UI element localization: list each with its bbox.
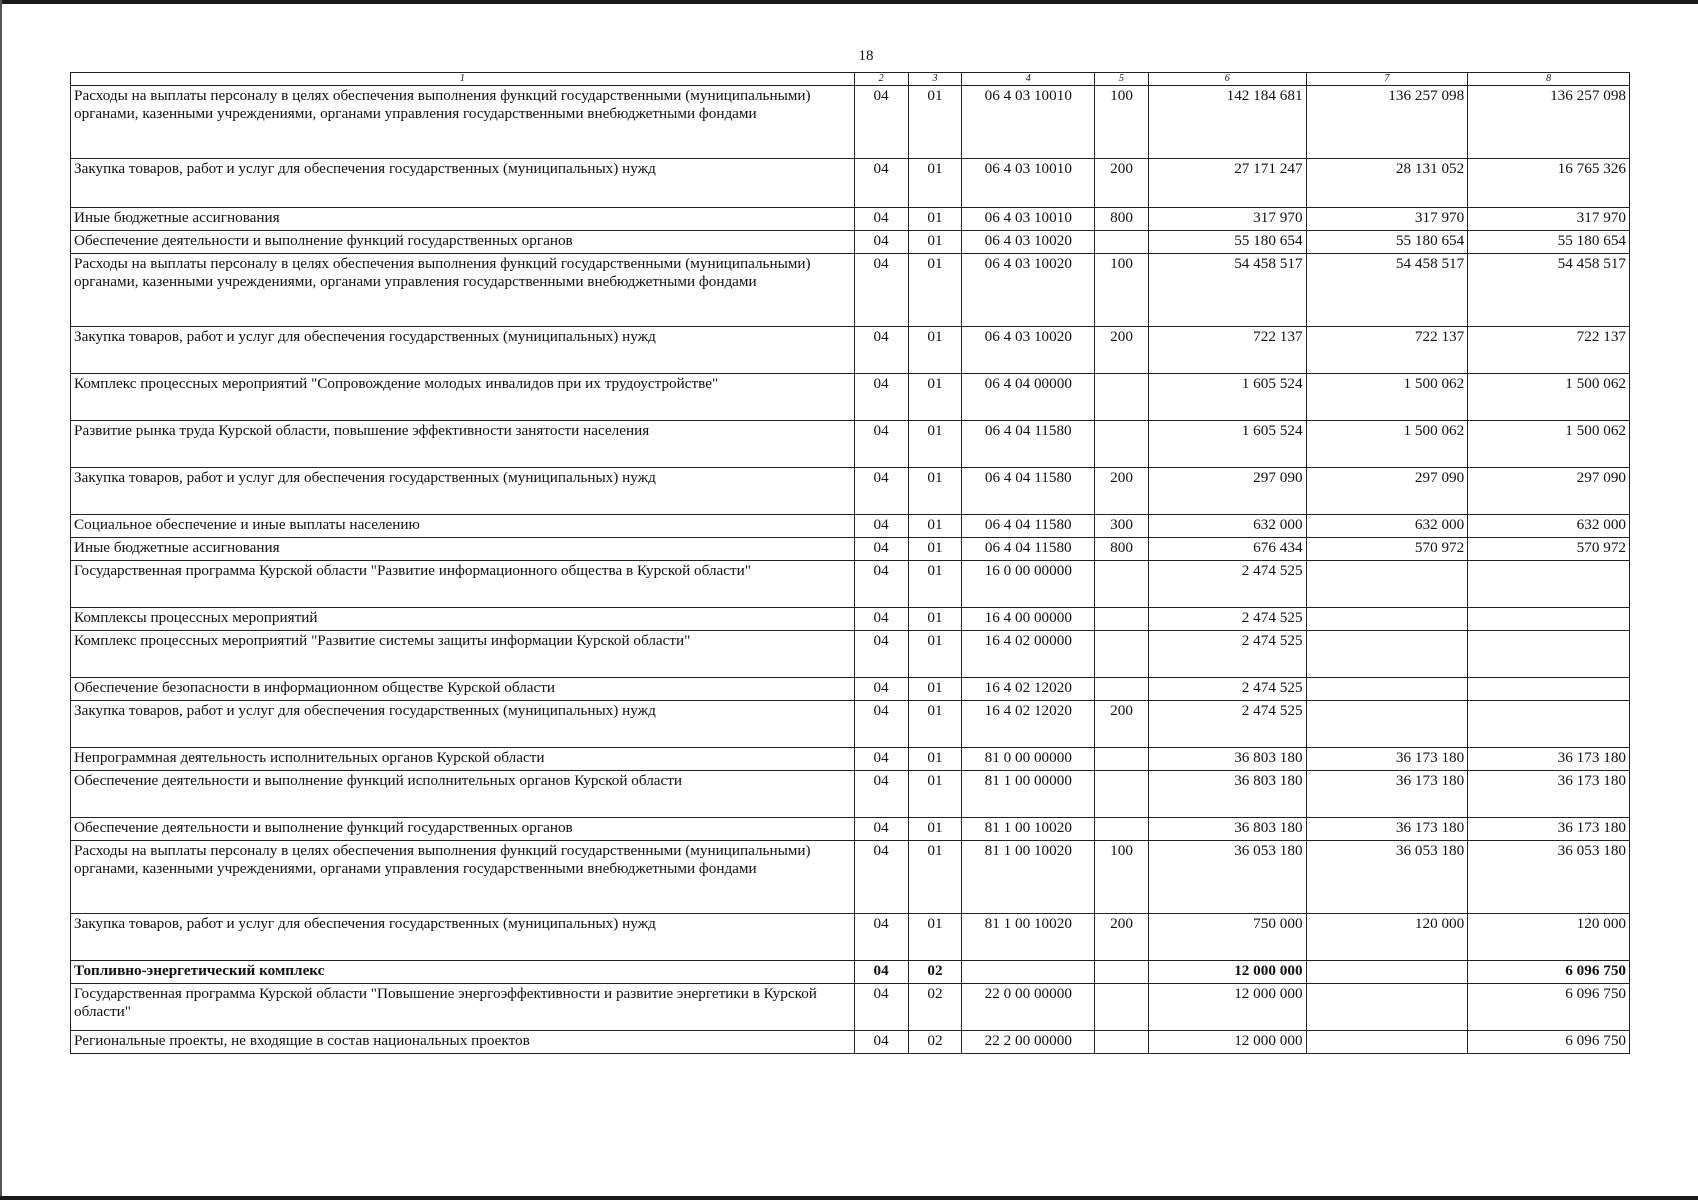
cell-subsection: 01 [908, 254, 962, 327]
cell-name: Закупка товаров, работ и услуг для обеспечения государственных (муниципальных) нужд [71, 327, 855, 374]
cell-section: 04 [854, 841, 908, 914]
cell-amount-year-2 [1306, 701, 1468, 748]
cell-amount-year-1: 317 970 [1148, 208, 1306, 231]
cell-subsection: 01 [908, 841, 962, 914]
cell-target-article: 22 0 00 00000 [962, 984, 1095, 1031]
cell-section: 04 [854, 748, 908, 771]
cell-subsection: 01 [908, 208, 962, 231]
cell-amount-year-2: 55 180 654 [1306, 231, 1468, 254]
cell-section: 04 [854, 961, 908, 984]
cell-expense-type [1095, 748, 1149, 771]
cell-amount-year-3 [1468, 608, 1630, 631]
cell-amount-year-1: 2 474 525 [1148, 608, 1306, 631]
budget-table [70, 72, 1630, 1054]
cell-amount-year-2: 36 173 180 [1306, 748, 1468, 771]
cell-section: 04 [854, 86, 908, 159]
cell-target-article: 81 1 00 00000 [962, 771, 1095, 818]
cell-amount-year-1: 54 458 517 [1148, 254, 1306, 327]
cell-amount-year-1: 12 000 000 [1148, 961, 1306, 984]
cell-target-article: 16 4 02 00000 [962, 631, 1095, 678]
cell-amount-year-3: 16 765 326 [1468, 159, 1630, 208]
table-row [71, 159, 1630, 208]
table-row [71, 748, 1630, 771]
cell-subsection: 02 [908, 1031, 962, 1054]
cell-subsection: 01 [908, 86, 962, 159]
cell-amount-year-2: 136 257 098 [1306, 86, 1468, 159]
cell-amount-year-1: 36 803 180 [1148, 771, 1306, 818]
cell-amount-year-2 [1306, 984, 1468, 1031]
cell-expense-type [1095, 231, 1149, 254]
cell-subsection: 01 [908, 608, 962, 631]
cell-amount-year-3: 1 500 062 [1468, 421, 1630, 468]
cell-target-article: 06 4 04 11580 [962, 538, 1095, 561]
cell-amount-year-2: 570 972 [1306, 538, 1468, 561]
cell-amount-year-3: 36 173 180 [1468, 748, 1630, 771]
cell-amount-year-3: 722 137 [1468, 327, 1630, 374]
cell-amount-year-2: 54 458 517 [1306, 254, 1468, 327]
cell-section: 04 [854, 515, 908, 538]
header-col-2: 2 [854, 73, 908, 86]
cell-amount-year-3: 297 090 [1468, 468, 1630, 515]
cell-expense-type [1095, 818, 1149, 841]
cell-target-article: 06 4 04 11580 [962, 515, 1095, 538]
cell-name: Региональные проекты, не входящие в состав национальных проектов [71, 1031, 855, 1054]
cell-amount-year-1: 2 474 525 [1148, 678, 1306, 701]
cell-subsection: 01 [908, 748, 962, 771]
cell-amount-year-2: 120 000 [1306, 914, 1468, 961]
cell-target-article: 16 4 00 00000 [962, 608, 1095, 631]
table-row [71, 771, 1630, 818]
cell-name: Обеспечение деятельности и выполнение функций исполнительных органов Курской области [71, 771, 855, 818]
scan-border-left [0, 0, 2, 1200]
table-row [71, 961, 1630, 984]
cell-amount-year-1: 750 000 [1148, 914, 1306, 961]
cell-expense-type: 800 [1095, 208, 1149, 231]
cell-expense-type: 100 [1095, 254, 1149, 327]
cell-expense-type: 200 [1095, 159, 1149, 208]
header-col-5: 5 [1095, 73, 1149, 86]
cell-amount-year-1: 2 474 525 [1148, 631, 1306, 678]
cell-amount-year-3 [1468, 631, 1630, 678]
cell-section: 04 [854, 561, 908, 608]
cell-name: Комплекс процессных мероприятий "Сопровождение молодых инвалидов при их трудоустройстве" [71, 374, 855, 421]
cell-target-article: 06 4 04 11580 [962, 421, 1095, 468]
table-row [71, 231, 1630, 254]
cell-amount-year-2: 36 173 180 [1306, 818, 1468, 841]
cell-expense-type [1095, 961, 1149, 984]
cell-amount-year-2: 317 970 [1306, 208, 1468, 231]
cell-amount-year-2: 36 053 180 [1306, 841, 1468, 914]
cell-amount-year-2: 297 090 [1306, 468, 1468, 515]
cell-amount-year-3: 1 500 062 [1468, 374, 1630, 421]
cell-amount-year-2 [1306, 608, 1468, 631]
cell-amount-year-2 [1306, 678, 1468, 701]
cell-target-article: 22 2 00 00000 [962, 1031, 1095, 1054]
cell-section: 04 [854, 538, 908, 561]
cell-name: Государственная программа Курской области "Повышение энергоэффективности и развитие энергетики в Курской области" [71, 984, 855, 1031]
cell-section: 04 [854, 608, 908, 631]
cell-subsection: 01 [908, 771, 962, 818]
cell-amount-year-1: 722 137 [1148, 327, 1306, 374]
cell-expense-type [1095, 421, 1149, 468]
cell-amount-year-3: 6 096 750 [1468, 1031, 1630, 1054]
cell-name: Иные бюджетные ассигнования [71, 208, 855, 231]
cell-name: Обеспечение деятельности и выполнение функций государственных органов [71, 231, 855, 254]
cell-name: Закупка товаров, работ и услуг для обеспечения государственных (муниципальных) нужд [71, 701, 855, 748]
cell-amount-year-1: 36 803 180 [1148, 818, 1306, 841]
cell-name: Закупка товаров, работ и услуг для обеспечения государственных (муниципальных) нужд [71, 159, 855, 208]
cell-amount-year-3: 6 096 750 [1468, 961, 1630, 984]
cell-amount-year-1: 142 184 681 [1148, 86, 1306, 159]
cell-expense-type [1095, 678, 1149, 701]
cell-subsection: 01 [908, 678, 962, 701]
cell-expense-type [1095, 1031, 1149, 1054]
header-col-6: 6 [1148, 73, 1306, 86]
cell-amount-year-3: 120 000 [1468, 914, 1630, 961]
header-col-1: 1 [71, 73, 855, 86]
cell-target-article: 06 4 03 10010 [962, 159, 1095, 208]
cell-target-article: 81 1 00 10020 [962, 818, 1095, 841]
table-row [71, 1031, 1630, 1054]
cell-target-article: 81 1 00 10020 [962, 841, 1095, 914]
cell-subsection: 01 [908, 327, 962, 374]
cell-subsection: 01 [908, 159, 962, 208]
cell-amount-year-3: 632 000 [1468, 515, 1630, 538]
cell-target-article: 81 0 00 00000 [962, 748, 1095, 771]
cell-amount-year-1: 1 605 524 [1148, 421, 1306, 468]
cell-subsection: 01 [908, 231, 962, 254]
cell-amount-year-2: 632 000 [1306, 515, 1468, 538]
table-row [71, 327, 1630, 374]
cell-amount-year-1: 632 000 [1148, 515, 1306, 538]
cell-section: 04 [854, 771, 908, 818]
table-row [71, 561, 1630, 608]
table-row [71, 631, 1630, 678]
cell-target-article: 06 4 03 10020 [962, 254, 1095, 327]
cell-amount-year-1: 297 090 [1148, 468, 1306, 515]
cell-amount-year-2: 28 131 052 [1306, 159, 1468, 208]
cell-expense-type: 300 [1095, 515, 1149, 538]
cell-name: Расходы на выплаты персоналу в целях обеспечения выполнения функций государственными (муниципальными) органами, казенными учреждениями, органами управления государственными внебюджетными фондами [71, 254, 855, 327]
cell-section: 04 [854, 984, 908, 1031]
header-col-3: 3 [908, 73, 962, 86]
cell-expense-type [1095, 608, 1149, 631]
cell-target-article: 06 4 04 11580 [962, 468, 1095, 515]
table-row [71, 254, 1630, 327]
table-row [71, 608, 1630, 631]
cell-section: 04 [854, 421, 908, 468]
cell-target-article [962, 961, 1095, 984]
header-row [71, 73, 1630, 86]
cell-subsection: 01 [908, 515, 962, 538]
table-row [71, 515, 1630, 538]
table-row [71, 208, 1630, 231]
cell-name: Комплексы процессных мероприятий [71, 608, 855, 631]
table-row [71, 421, 1630, 468]
cell-amount-year-1: 55 180 654 [1148, 231, 1306, 254]
cell-amount-year-1: 2 474 525 [1148, 701, 1306, 748]
cell-name: Обеспечение безопасности в информационном обществе Курской области [71, 678, 855, 701]
cell-amount-year-3: 6 096 750 [1468, 984, 1630, 1031]
cell-subsection: 01 [908, 421, 962, 468]
cell-amount-year-2: 722 137 [1306, 327, 1468, 374]
cell-target-article: 16 4 02 12020 [962, 701, 1095, 748]
cell-amount-year-1: 2 474 525 [1148, 561, 1306, 608]
cell-subsection: 01 [908, 701, 962, 748]
cell-amount-year-2: 1 500 062 [1306, 374, 1468, 421]
cell-section: 04 [854, 678, 908, 701]
cell-expense-type [1095, 771, 1149, 818]
cell-amount-year-1: 12 000 000 [1148, 984, 1306, 1031]
cell-subsection: 01 [908, 561, 962, 608]
table-row [71, 678, 1630, 701]
cell-expense-type [1095, 561, 1149, 608]
cell-amount-year-3: 136 257 098 [1468, 86, 1630, 159]
page-number: 18 [858, 48, 874, 64]
table-row [71, 914, 1630, 961]
cell-section: 04 [854, 1031, 908, 1054]
cell-expense-type: 200 [1095, 701, 1149, 748]
cell-name: Развитие рынка труда Курской области, повышение эффективности занятости населения [71, 421, 855, 468]
cell-section: 04 [854, 818, 908, 841]
table-row [71, 841, 1630, 914]
cell-amount-year-2: 36 173 180 [1306, 771, 1468, 818]
cell-name: Топливно-энергетический комплекс [71, 961, 855, 984]
cell-subsection: 02 [908, 961, 962, 984]
table-body [71, 86, 1630, 1054]
header-col-4: 4 [962, 73, 1095, 86]
cell-amount-year-1: 676 434 [1148, 538, 1306, 561]
cell-subsection: 01 [908, 468, 962, 515]
cell-name: Непрограммная деятельность исполнительных органов Курской области [71, 748, 855, 771]
cell-expense-type: 200 [1095, 327, 1149, 374]
cell-name: Расходы на выплаты персоналу в целях обеспечения выполнения функций государственными (муниципальными) органами, казенными учреждениями, органами управления государственными внебюджетными фондами [71, 841, 855, 914]
table-row [71, 984, 1630, 1031]
cell-expense-type: 100 [1095, 86, 1149, 159]
cell-expense-type: 800 [1095, 538, 1149, 561]
cell-amount-year-3 [1468, 678, 1630, 701]
cell-name: Комплекс процессных мероприятий "Развитие системы защиты информации Курской области" [71, 631, 855, 678]
header-col-8: 8 [1468, 73, 1630, 86]
cell-section: 04 [854, 231, 908, 254]
cell-name: Иные бюджетные ассигнования [71, 538, 855, 561]
cell-expense-type: 100 [1095, 841, 1149, 914]
cell-amount-year-1: 36 803 180 [1148, 748, 1306, 771]
cell-target-article: 06 4 03 10010 [962, 208, 1095, 231]
scan-border-bottom [0, 1196, 1698, 1200]
cell-target-article: 16 0 00 00000 [962, 561, 1095, 608]
cell-name: Закупка товаров, работ и услуг для обеспечения государственных (муниципальных) нужд [71, 468, 855, 515]
cell-section: 04 [854, 468, 908, 515]
cell-section: 04 [854, 914, 908, 961]
cell-expense-type [1095, 374, 1149, 421]
cell-amount-year-3: 36 173 180 [1468, 818, 1630, 841]
cell-target-article: 06 4 04 00000 [962, 374, 1095, 421]
cell-subsection: 01 [908, 631, 962, 678]
cell-amount-year-2 [1306, 1031, 1468, 1054]
cell-amount-year-1: 12 000 000 [1148, 1031, 1306, 1054]
cell-amount-year-3 [1468, 701, 1630, 748]
cell-section: 04 [854, 254, 908, 327]
table-row [71, 538, 1630, 561]
cell-name: Расходы на выплаты персоналу в целях обеспечения выполнения функций государственными (муниципальными) органами, казенными учреждениями, органами управления государственными внебюджетными фондами [71, 86, 855, 159]
cell-amount-year-2 [1306, 561, 1468, 608]
cell-subsection: 01 [908, 914, 962, 961]
cell-amount-year-3: 36 053 180 [1468, 841, 1630, 914]
cell-amount-year-1: 36 053 180 [1148, 841, 1306, 914]
cell-expense-type: 200 [1095, 914, 1149, 961]
cell-subsection: 01 [908, 374, 962, 421]
cell-amount-year-3: 570 972 [1468, 538, 1630, 561]
cell-amount-year-2 [1306, 631, 1468, 678]
table-row [71, 86, 1630, 159]
scan-border-top [0, 0, 1698, 4]
cell-section: 04 [854, 159, 908, 208]
cell-subsection: 02 [908, 984, 962, 1031]
cell-amount-year-1: 1 605 524 [1148, 374, 1306, 421]
table-row [71, 701, 1630, 748]
cell-name: Обеспечение деятельности и выполнение функций государственных органов [71, 818, 855, 841]
cell-section: 04 [854, 631, 908, 678]
cell-expense-type [1095, 631, 1149, 678]
cell-amount-year-3: 36 173 180 [1468, 771, 1630, 818]
cell-section: 04 [854, 701, 908, 748]
cell-target-article: 06 4 03 10020 [962, 327, 1095, 374]
cell-expense-type: 200 [1095, 468, 1149, 515]
cell-section: 04 [854, 327, 908, 374]
cell-section: 04 [854, 374, 908, 421]
cell-section: 04 [854, 208, 908, 231]
cell-amount-year-3 [1468, 561, 1630, 608]
cell-amount-year-3: 54 458 517 [1468, 254, 1630, 327]
cell-name: Государственная программа Курской области "Развитие информационного общества в Курской области" [71, 561, 855, 608]
table-row [71, 468, 1630, 515]
header-col-7: 7 [1306, 73, 1468, 86]
cell-amount-year-1: 27 171 247 [1148, 159, 1306, 208]
cell-target-article: 06 4 03 10020 [962, 231, 1095, 254]
table-row [71, 374, 1630, 421]
cell-target-article: 81 1 00 10020 [962, 914, 1095, 961]
cell-name: Социальное обеспечение и иные выплаты населению [71, 515, 855, 538]
cell-amount-year-3: 55 180 654 [1468, 231, 1630, 254]
cell-subsection: 01 [908, 538, 962, 561]
cell-amount-year-3: 317 970 [1468, 208, 1630, 231]
cell-subsection: 01 [908, 818, 962, 841]
cell-target-article: 06 4 03 10010 [962, 86, 1095, 159]
cell-amount-year-2 [1306, 961, 1468, 984]
cell-target-article: 16 4 02 12020 [962, 678, 1095, 701]
table-row [71, 818, 1630, 841]
cell-name: Закупка товаров, работ и услуг для обеспечения государственных (муниципальных) нужд [71, 914, 855, 961]
cell-amount-year-2: 1 500 062 [1306, 421, 1468, 468]
cell-expense-type [1095, 984, 1149, 1031]
